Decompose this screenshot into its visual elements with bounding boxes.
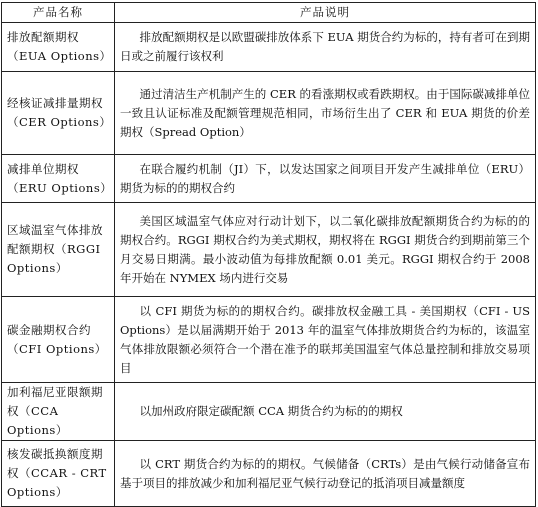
table-row <box>2 203 536 297</box>
table-row <box>2 72 536 155</box>
product-name-cell: 区域温室气体排放配额期权（RGGI Options） <box>2 203 115 297</box>
table-row <box>2 297 536 383</box>
product-name-cell: 经核证减排量期权（CER Options） <box>2 72 115 155</box>
product-name-cell: 排放配额期权（EUA Options） <box>2 23 115 72</box>
product-description-cell: 以 CRT 期货合约为标的的期权。气候储备（CRTs）是由气候行动储备宣布基于项目的排放减少和加利福尼亚气候行动登记的抵消项目减量额度 <box>115 441 536 507</box>
product-description-cell: 美国区域温室气体应对行动计划下，以二氧化碳排放配额期货合约为标的的期权合约。RGGI 期权合约为美式期权，期权将在 RGGI 期货合约到期前第三个月交易日期满。最小波动值为每排放配额 0.01 美元。RGGI 期权合约于 2008 年开始在 NYMEX 场内进行交易 <box>115 203 536 297</box>
table-row <box>2 23 536 72</box>
header-product-description: 产品说明 <box>115 3 536 23</box>
product-description-cell: 以加州政府限定碳配额 CCA 期货合约为标的的期权 <box>115 383 536 441</box>
header-product-name: 产品名称 <box>2 3 115 23</box>
product-name-cell: 加利福尼亚限额期权（CCA Options） <box>2 383 115 441</box>
product-description-cell: 排放配额期权是以欧盟碳排放体系下 EUA 期货合约为标的，持有者可在到期日或之前履行该权利 <box>115 23 536 72</box>
table-row <box>2 155 536 203</box>
product-description-cell: 通过清洁生产机制产生的 CER 的看涨期权或看跌期权。由于国际碳减排单位一致且认证标准及配额管理规范相同，市场衍生出了 CER 和 EUA 期货的价差期权（Spread Option） <box>115 72 536 155</box>
table-row <box>2 441 536 507</box>
header-row <box>2 3 536 23</box>
product-name-cell: 核发碳抵换额度期权（CCAR - CRT Options） <box>2 441 115 507</box>
product-table <box>1 2 536 507</box>
product-name-cell: 减排单位期权（ERU Options） <box>2 155 115 203</box>
product-description-cell: 以 CFI 期货为标的的期权合约。碳排放权金融工具 - 美国期权（CFI - US Options）是以届满期开始于 2013 年的温室气体排放期货合约为标的，该温室气体排放限额必须符合一个潜在准予的联邦美国温室气体总量控制和排放交易项目 <box>115 297 536 383</box>
product-description-cell: 在联合履约机制（JI）下，以发达国家之间项目开发产生减排单位（ERU）期货为标的的期权合约 <box>115 155 536 203</box>
product-name-cell: 碳金融期权合约（CFI Options） <box>2 297 115 383</box>
table-row <box>2 383 536 441</box>
